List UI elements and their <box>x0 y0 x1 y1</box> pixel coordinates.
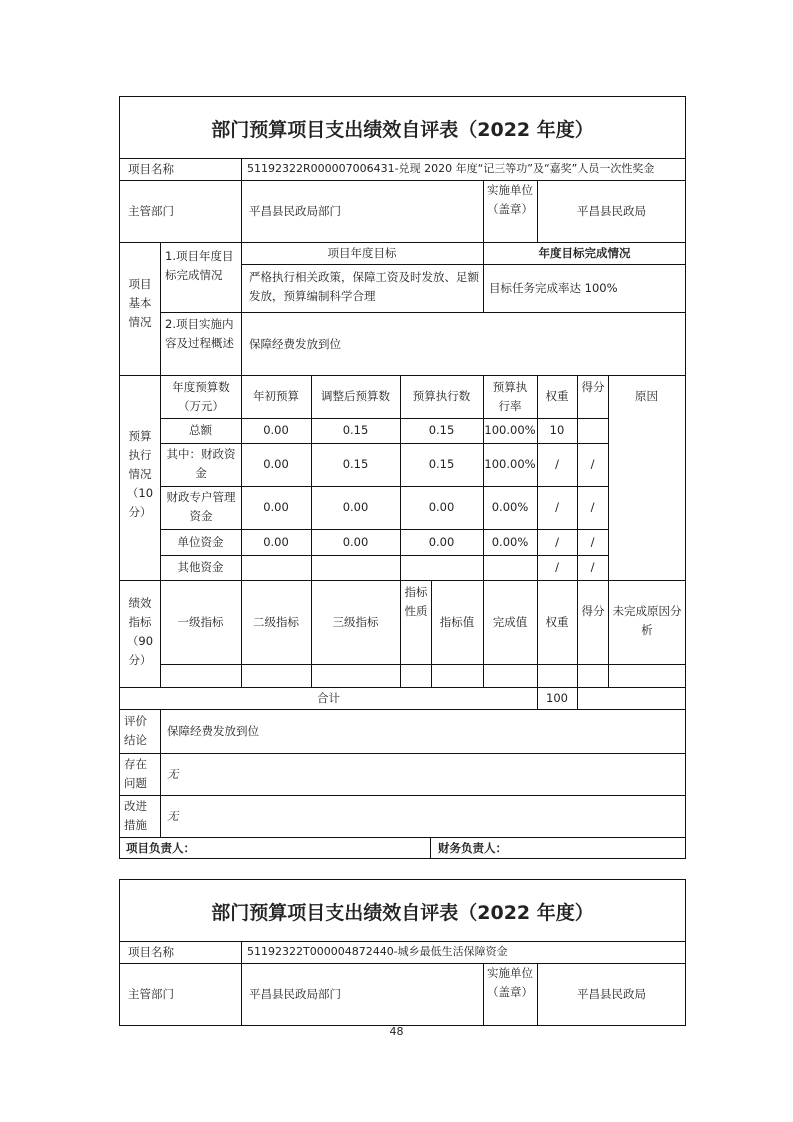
impl-unit-label: 实施单位（盖章） <box>487 183 533 216</box>
budget-row-rate: 0.00% <box>491 535 529 549</box>
budget-row-rate: 0.00% <box>491 500 529 514</box>
budget-row-init: 0.00 <box>263 500 289 514</box>
eval-text: 保障经费发放到位 <box>167 724 259 738</box>
total-label: 合计 <box>317 691 340 705</box>
budget-row-executed: 0.00 <box>428 500 455 514</box>
budget-row-weight: 10 <box>549 423 565 437</box>
impl-unit-value: 平昌县民政局 <box>577 204 646 218</box>
perf-header-6: 权重 <box>545 615 569 629</box>
budget-row-adjusted: 0.00 <box>342 535 369 549</box>
budget-header-1: 年初预算 <box>253 389 299 403</box>
goal-label: 1.项目年度目标完成情况 <box>165 249 234 282</box>
perf-header-2: 三级指标 <box>332 615 379 629</box>
perf-header-7: 得分 <box>581 604 605 618</box>
table2-title: 部门预算项目支出绩效自评表（2022 年度） <box>211 902 594 924</box>
budget-header-4: 预算执行率 <box>492 380 528 413</box>
total-value: 100 <box>546 691 568 705</box>
project-name-value: 51192322R000007006431-兑现 2020 年度“记三等功”及“嘉奖”人员一次性奖金 <box>247 162 655 175</box>
dept-label: 主管部门 <box>128 987 174 1001</box>
budget-row-adjusted: 0.00 <box>342 500 369 514</box>
budget-row-init: 0.00 <box>263 457 289 471</box>
table1-title: 部门预算项目支出绩效自评表（2022 年度） <box>211 119 594 141</box>
budget-header-2: 调整后预算数 <box>321 389 390 403</box>
perf-header-4: 指标值 <box>439 615 475 629</box>
leader-label: 项目负责人： <box>126 841 195 855</box>
finance-label: 财务负责人： <box>438 841 507 855</box>
budget-row-score: / <box>590 500 595 514</box>
budget-row-adjusted: 0.15 <box>342 457 369 471</box>
impl-label: 2.项目实施内容及过程概述 <box>165 317 234 350</box>
budget-label: 预算执行情况（10分） <box>126 429 154 519</box>
perf-header-3: 指标性质 <box>404 585 428 618</box>
budget-row-label: 单位资金 <box>177 535 224 549</box>
budget-header-3: 预算执行数 <box>412 389 471 403</box>
budget-row-weight: / <box>555 457 559 471</box>
project-name-label: 项目名称 <box>128 945 174 959</box>
budget-row-executed: 0.15 <box>428 423 455 437</box>
dept-value: 平昌县民政局部门 <box>249 204 341 218</box>
goal-text: 严格执行相关政策，保障工资及时发放、足额发放，预算编制科学合理 <box>249 270 479 303</box>
budget-row-weight: / <box>555 560 559 574</box>
budget-row-weight: / <box>555 535 559 549</box>
budget-row-score: / <box>590 560 595 574</box>
budget-row-rate: 100.00% <box>484 423 536 437</box>
eval-label: 评价结论 <box>124 714 147 747</box>
issue-label: 存在问题 <box>124 757 147 790</box>
impl-text: 保障经费发放到位 <box>249 337 341 351</box>
budget-header-5: 权重 <box>545 389 569 403</box>
perf-header-0: 一级指标 <box>177 615 224 629</box>
project-name-value: 51192322T000004872440-城乡最低生活保障资金 <box>247 945 508 958</box>
budget-row-executed: 0.00 <box>428 535 455 549</box>
perf-header-5: 完成值 <box>492 615 528 629</box>
impl-unit-label: 实施单位（盖章） <box>487 966 533 999</box>
budget-row-rate: 100.00% <box>484 457 536 471</box>
budget-row-label: 其中：财政资金 <box>166 447 236 480</box>
goal-complete-text: 目标任务完成率达 100% <box>489 281 618 295</box>
budget-row-adjusted: 0.15 <box>342 423 369 437</box>
budget-header-7: 原因 <box>635 389 658 403</box>
perf-header-1: 二级指标 <box>253 615 299 629</box>
improve-label: 改进措施 <box>124 799 147 832</box>
budget-header-0: 年度预算数（万元） <box>172 380 230 413</box>
page-number: 48 <box>389 1025 404 1038</box>
goal-header: 项目年度目标 <box>327 246 397 260</box>
budget-row-score: / <box>590 457 595 471</box>
dept-value: 平昌县民政局部门 <box>249 987 341 1001</box>
budget-row-init: 0.00 <box>263 423 289 437</box>
issue-text: 无 <box>167 767 179 781</box>
budget-header-6: 得分 <box>581 380 605 394</box>
improve-text: 无 <box>167 809 179 823</box>
perf-label: 绩效指标（90分） <box>126 596 154 667</box>
perf-header-8: 未完成原因分析 <box>612 604 682 637</box>
dept-label: 主管部门 <box>128 204 174 218</box>
budget-row-weight: / <box>555 500 559 514</box>
budget-row-score: / <box>590 535 595 549</box>
goal-complete-header: 年度目标完成情况 <box>538 246 631 260</box>
basic-label: 项目基本情况 <box>128 277 152 329</box>
budget-row-executed: 0.15 <box>428 457 455 471</box>
budget-row-init: 0.00 <box>263 535 289 549</box>
budget-row-label: 总额 <box>189 423 212 437</box>
impl-unit-value: 平昌县民政局 <box>577 987 646 1001</box>
budget-row-label: 其他资金 <box>177 560 224 574</box>
project-name-label: 项目名称 <box>128 162 174 176</box>
budget-row-label: 财政专户管理资金 <box>166 490 236 523</box>
